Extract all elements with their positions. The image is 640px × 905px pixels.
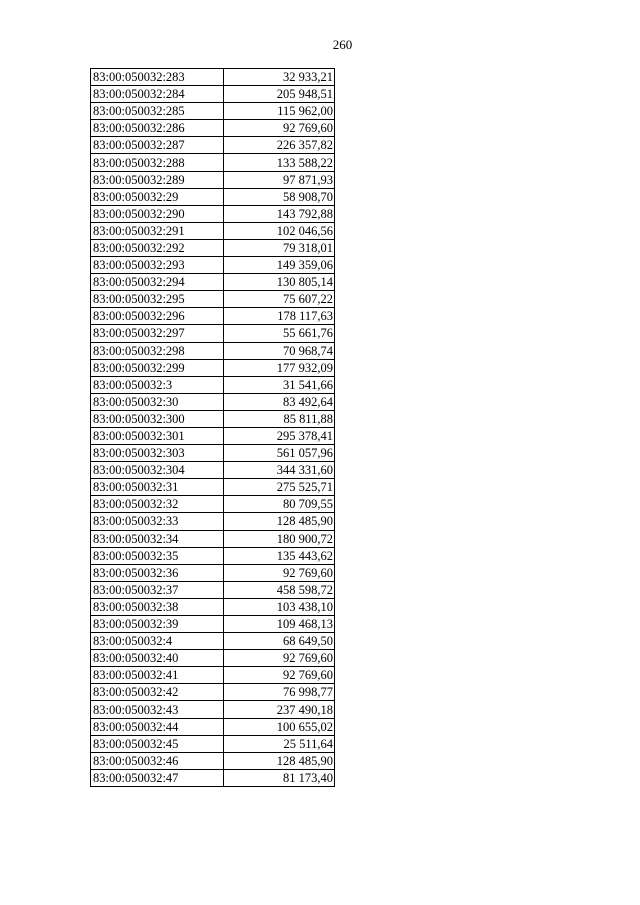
table-row [91, 69, 335, 86]
table-row [91, 171, 335, 188]
value-cell: 205 948,51 [224, 86, 335, 103]
cadastral-number-cell: 83:00:050032:290 [91, 205, 224, 222]
value-cell: 55 661,76 [224, 325, 335, 342]
cadastral-number-cell: 83:00:050032:294 [91, 274, 224, 291]
value-cell: 115 962,00 [224, 103, 335, 120]
table-row [91, 598, 335, 615]
value-cell: 80 709,55 [224, 496, 335, 513]
cadastral-number-cell: 83:00:050032:32 [91, 496, 224, 513]
table-row [91, 564, 335, 581]
page-number: 260 [332, 37, 353, 52]
table-row [91, 188, 335, 205]
table-row [91, 667, 335, 684]
cadastral-number-cell: 83:00:050032:298 [91, 342, 224, 359]
cadastral-number-cell: 83:00:050032:39 [91, 616, 224, 633]
table-body [91, 69, 335, 787]
table-row [91, 735, 335, 752]
table-row [91, 291, 335, 308]
value-cell: 85 811,88 [224, 410, 335, 427]
table-row [91, 479, 335, 496]
value-cell: 128 485,90 [224, 513, 335, 530]
table-row [91, 410, 335, 427]
value-cell: 295 378,41 [224, 427, 335, 444]
cadastral-number-cell: 83:00:050032:296 [91, 308, 224, 325]
table-row [91, 325, 335, 342]
table-row [91, 650, 335, 667]
cadastral-number-cell: 83:00:050032:29 [91, 188, 224, 205]
value-cell: 275 525,71 [224, 479, 335, 496]
table-row [91, 530, 335, 547]
cadastral-number-cell: 83:00:050032:286 [91, 120, 224, 137]
table-row [91, 239, 335, 256]
cadastral-number-cell: 83:00:050032:284 [91, 86, 224, 103]
table-row [91, 308, 335, 325]
cadastral-number-cell: 83:00:050032:44 [91, 718, 224, 735]
table-row [91, 205, 335, 222]
value-cell: 180 900,72 [224, 530, 335, 547]
cadastral-number-cell: 83:00:050032:31 [91, 479, 224, 496]
cadastral-number-cell: 83:00:050032:33 [91, 513, 224, 530]
table-row [91, 752, 335, 769]
cadastral-number-cell: 83:00:050032:283 [91, 69, 224, 86]
cadastral-number-cell: 83:00:050032:37 [91, 581, 224, 598]
value-cell: 92 769,60 [224, 564, 335, 581]
cadastral-number-cell: 83:00:050032:38 [91, 598, 224, 615]
table-row [91, 633, 335, 650]
value-cell: 58 908,70 [224, 188, 335, 205]
value-cell: 177 932,09 [224, 359, 335, 376]
value-cell: 102 046,56 [224, 222, 335, 239]
table-row [91, 103, 335, 120]
cadastral-number-cell: 83:00:050032:293 [91, 257, 224, 274]
table-row [91, 427, 335, 444]
cadastral-number-cell: 83:00:050032:300 [91, 410, 224, 427]
value-cell: 25 511,64 [224, 735, 335, 752]
cadastral-number-cell: 83:00:050032:304 [91, 462, 224, 479]
value-cell: 81 173,40 [224, 769, 335, 786]
cadastral-number-cell: 83:00:050032:299 [91, 359, 224, 376]
cadastral-number-cell: 83:00:050032:35 [91, 547, 224, 564]
value-cell: 31 541,66 [224, 376, 335, 393]
table-row [91, 684, 335, 701]
value-cell: 178 117,63 [224, 308, 335, 325]
cadastral-number-cell: 83:00:050032:43 [91, 701, 224, 718]
cadastral-number-cell: 83:00:050032:292 [91, 239, 224, 256]
cadastral-number-cell: 83:00:050032:42 [91, 684, 224, 701]
value-cell: 75 607,22 [224, 291, 335, 308]
table-row [91, 547, 335, 564]
table-row [91, 274, 335, 291]
value-cell: 92 769,60 [224, 667, 335, 684]
table-row [91, 393, 335, 410]
cadastral-number-cell: 83:00:050032:289 [91, 171, 224, 188]
cadastral-number-cell: 83:00:050032:46 [91, 752, 224, 769]
value-cell: 68 649,50 [224, 633, 335, 650]
value-cell: 79 318,01 [224, 239, 335, 256]
cadastral-number-cell: 83:00:050032:3 [91, 376, 224, 393]
value-cell: 458 598,72 [224, 581, 335, 598]
cadastral-number-cell: 83:00:050032:303 [91, 445, 224, 462]
table-row [91, 445, 335, 462]
value-cell: 130 805,14 [224, 274, 335, 291]
value-cell: 76 998,77 [224, 684, 335, 701]
cadastral-number-cell: 83:00:050032:34 [91, 530, 224, 547]
cadastral-number-cell: 83:00:050032:295 [91, 291, 224, 308]
value-cell: 97 871,93 [224, 171, 335, 188]
table-row [91, 581, 335, 598]
value-cell: 149 359,06 [224, 257, 335, 274]
cadastral-number-cell: 83:00:050032:47 [91, 769, 224, 786]
table-row [91, 462, 335, 479]
table-row [91, 376, 335, 393]
table-row [91, 137, 335, 154]
value-cell: 135 443,62 [224, 547, 335, 564]
cadastral-value-table [90, 68, 335, 787]
value-cell: 92 769,60 [224, 650, 335, 667]
cadastral-number-cell: 83:00:050032:41 [91, 667, 224, 684]
table-row [91, 769, 335, 786]
cadastral-number-cell: 83:00:050032:40 [91, 650, 224, 667]
value-cell: 237 490,18 [224, 701, 335, 718]
cadastral-number-cell: 83:00:050032:287 [91, 137, 224, 154]
value-cell: 103 438,10 [224, 598, 335, 615]
table-row [91, 718, 335, 735]
table-row [91, 86, 335, 103]
table-row [91, 359, 335, 376]
cadastral-number-cell: 83:00:050032:30 [91, 393, 224, 410]
value-cell: 100 655,02 [224, 718, 335, 735]
value-cell: 70 968,74 [224, 342, 335, 359]
table-row [91, 496, 335, 513]
value-cell: 32 933,21 [224, 69, 335, 86]
table-row [91, 222, 335, 239]
table-row [91, 342, 335, 359]
cadastral-number-cell: 83:00:050032:288 [91, 154, 224, 171]
value-cell: 133 588,22 [224, 154, 335, 171]
cadastral-number-cell: 83:00:050032:285 [91, 103, 224, 120]
value-cell: 344 331,60 [224, 462, 335, 479]
table-row [91, 701, 335, 718]
cadastral-number-cell: 83:00:050032:301 [91, 427, 224, 444]
table-row [91, 513, 335, 530]
table-row [91, 257, 335, 274]
value-cell: 83 492,64 [224, 393, 335, 410]
value-cell: 128 485,90 [224, 752, 335, 769]
value-cell: 226 357,82 [224, 137, 335, 154]
value-cell: 143 792,88 [224, 205, 335, 222]
cadastral-number-cell: 83:00:050032:297 [91, 325, 224, 342]
table-row [91, 154, 335, 171]
cadastral-number-cell: 83:00:050032:291 [91, 222, 224, 239]
table-row [91, 120, 335, 137]
value-cell: 92 769,60 [224, 120, 335, 137]
value-cell: 561 057,96 [224, 445, 335, 462]
cadastral-number-cell: 83:00:050032:36 [91, 564, 224, 581]
cadastral-number-cell: 83:00:050032:45 [91, 735, 224, 752]
value-cell: 109 468,13 [224, 616, 335, 633]
cadastral-number-cell: 83:00:050032:4 [91, 633, 224, 650]
table-row [91, 616, 335, 633]
